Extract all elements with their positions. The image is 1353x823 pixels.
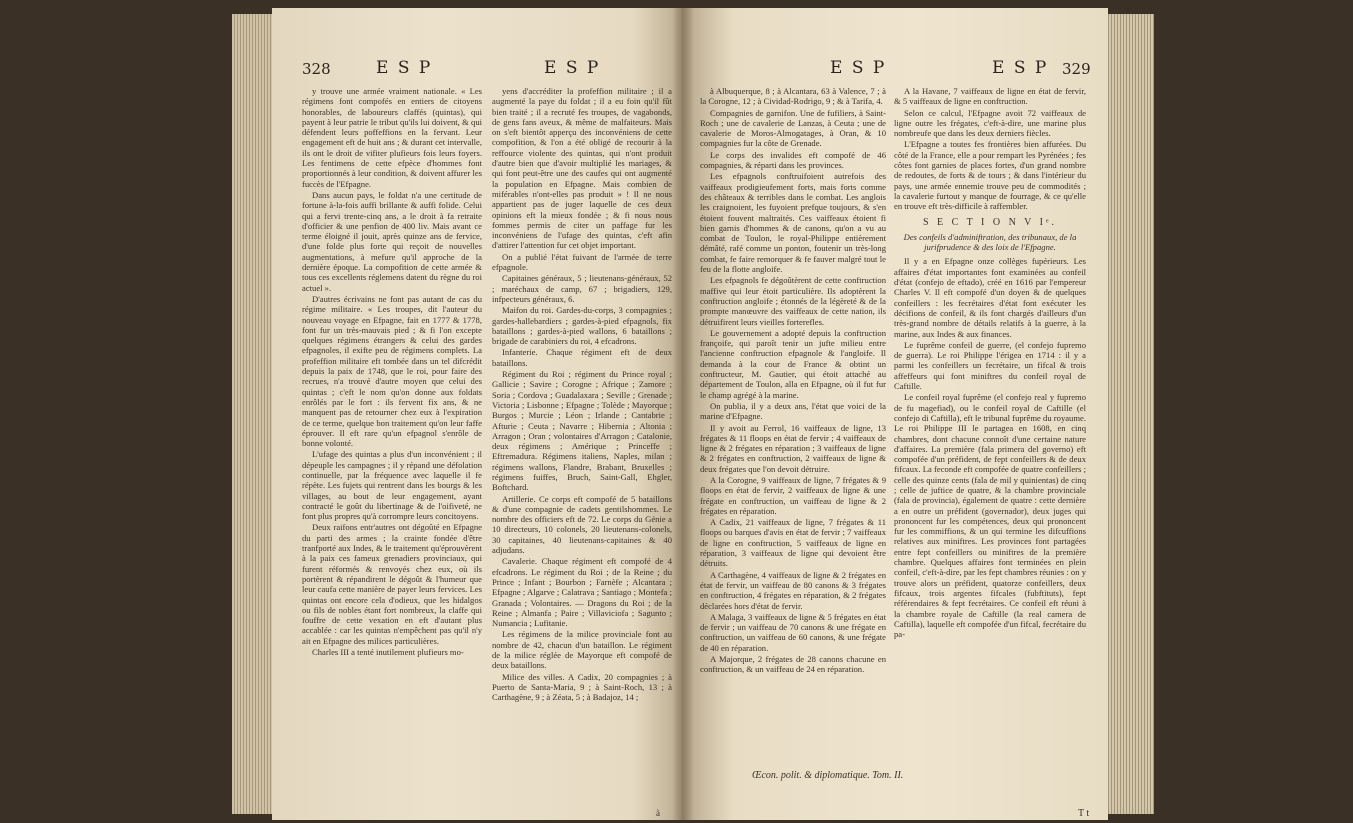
paragraph: A Majorque, 2 frégates de 28 canons chacune en conftruction, & un vaiffeau de 24 en réparation. (700, 654, 886, 675)
paragraph: A la Havane, 7 vaiffeaux de ligne en état de fervir, & 5 vaiffeaux de ligne en conftruction. (894, 86, 1086, 107)
paragraph: à Albuquerque, 8 ; à Alcantara, 63 à Valence, 7 ; à la Corogne, 12 ; à Cividad-Rodrigo, 9 ; & à Tarifa, 4. (700, 86, 886, 107)
paragraph: Le fuprême confeil de guerre, (el confejo fupremo de guerra). Le roi Philippe l'érigea en 1714 : il y a parmi les confeillers un fecrétaire, un fifcal & trois affeffeurs qui font miniftres du confeil royal de Caftille. (894, 339, 1086, 392)
paragraph: L'ufage des quintas a plus d'un inconvénient ; il dépeuple les campagnes ; il y répand une défolation continuelle, par la fréquence avec laquelle il fe répète. Les fujets qui rentrent dans les bourgs & les villages, au bout de leur engagement, ayant contracté le goût du libertinage & de l'oifiveté, ne font plus propres qu'à corrompre leurs concitoyens. (302, 449, 482, 522)
paragraph: A Cadix, 21 vaiffeaux de ligne, 7 frégates & 11 floops ou barques d'avis en état de fervir ; 7 vaiffeaux de ligne en conftruction, 5 vaiffeaux de ligne en réparation, 3 vaiffeaux de ligne qui devoient être détruits. (700, 517, 886, 569)
paragraph: Artillerie. Ce corps eft compofé de 5 bataillons & d'une compagnie de cadets gentilshommes. Le nombre des officiers eft de 72. Le corps du Génie a 10 directeurs, 10 colonels, 20 lieutenans-colonels, 30 capitaines, 40 lieutenans-capitaines & 40 adjudans. (492, 493, 672, 556)
paragraph: A Malaga, 3 vaiffeaux de ligne & 5 frégates en état de fervir ; un vaiffeau de 70 canons & une frégate en conftruction, un vaiffeau de 60 canons, & une frégate de 40 en réparation. (700, 611, 886, 653)
paragraph: L'Efpagne a toutes fes frontières bien affurées. Du côté de la France, elle a pour rempart les Pyrénées ; fes côtes font garnies de places fortes, d'un grand nombre de redoutes, de forts & de tours ; & dans l'intérieur du pays, une armée ennemie trouve peu de commodités ; la cavalerie furtout y manque de fourrage, & ce qu'elle en trouve eft très-difficile à raffembler. (894, 139, 1086, 212)
paragraph: D'autres écrivains ne font pas autant de cas du régime militaire. « Les troupes, dit l'auteur du nouveau voyage en Efpagne, fait en 1777 & 1778, font fur un très-mauvais pied ; & fi l'on excepte quelques régimens étrangers & celui des gardes efpagnoles, il exifte peu de régimens complets. La profeffion militaire eft tombée dans un tel difcrédit depuis la paix de 1748, que le roi, pour faire des recrues, n'a trouvé d'autre moyen que celui des quintas ; c'eft le nom qu'on donne aux foldats enrôlés par le fort : ils fervent fix ans, & ne manquent pas de retourner chez eux à l'expiration de ce terme, quelque bon traitement qu'on leur faffe éprouver. Il eft rare qu'un efpagnol s'enrôle de bonne volonté. (302, 293, 482, 449)
footer-title: Œcon. polit. & diplomatique. Tom. II. (752, 770, 904, 781)
paragraph: Charles III a tenté inutilement plufieurs mo- (312, 647, 464, 658)
paragraph: Maifon du roi. Gardes-du-corps, 3 compagnies ; gardes-hallebardiers ; gardes-à-pied efpagnols, fix bataillons ; gardes-à-pied wallons, 6 bataillons ; brigade de carabiniers du roi, 4 efcadrons. (492, 305, 672, 347)
left-catchword: à (656, 808, 660, 818)
right-page-number: 329 (1062, 60, 1091, 78)
paragraph: y trouve une armée vraiment nationale. « Les régimens font compofés en entiers de citoyens honorables, de laboureurs claffés (quintas), qui payent à leur patrie le tribut qu'ils lui doivent, & qui défendent leurs poffeffions en la fervant. Leur engagement eft de huit ans ; & durant cet intervalle, ils ont le droit de vifiter plufieurs fois leurs foyers. Les fentimens de cette efpèce d'hommes font proportionnés à leur condition, & doivent affurer les fuccès de l'Efpagne. (302, 86, 482, 189)
paragraph: Infanterie. Chaque régiment eft de deux bataillons. (492, 347, 672, 368)
signature-mark: T t (1078, 808, 1090, 819)
right-header-left: E S P (830, 58, 887, 78)
section-heading: S E C T I O N V Iᵉ. (922, 216, 1058, 228)
paragraph: A Carthagène, 4 vaiffeaux de ligne & 2 frégates en état de fervir, un vaiffeau de 80 canons & 3 frégates en conftruction, 4 frégates en réparation, & 2 frégates déclarées hors d'état de fervir. (700, 569, 886, 611)
paragraph: Deux raifons entr'autres ont dégoûté en Efpagne du parti des armes ; la crainte fondée d'être tranfporté aux Indes, & le traitement qu'éprouvèrent à la paix ces fameux grenadiers provinciaux, qui furent réformés & renvoyés chez eux, où ils portèrent & répandirent le dégoût & l'humeur que leur caufa cette manière de payer leurs fervices. Les quintas ont encore cela d'odieux, que les hidalgos ou fils de nobles étant fort nombreux, la claffe qui fouffre de cette vexation en eft d'autant plus accablée : car les quintas n'empêchent pas qu'il n'y ait en Efpagne des milices particulières. (302, 522, 482, 646)
left-page-number: 328 (302, 60, 331, 78)
paragraph: Selon ce calcul, l'Efpagne avoit 72 vaiffeaux de ligne outre les frégates, c'eft-à-dire, une marine plus nombreufe que dans les deux derniers fiècles. (894, 107, 1086, 139)
gutter-shadow (672, 8, 694, 820)
right-column-1 (700, 86, 886, 806)
paragraph: Il y a en Efpagne onze collèges fupérieurs. Les affaires d'état importantes font examinées au confeil d'état (confejo de eftado), créé en 1616 par l'empereur Charles V. Il eft compofé d'un doyen & de quelques confeillers : les fecrétaires d'état font exécuter les décifions de confeil, & ils font chargés d'ailleurs d'un très-grand nombre de détails relatifs à la guerre, à la marine, aux Indes & aux finances. (894, 256, 1086, 339)
paragraph: yens d'accréditer la profeffion militaire ; il a augmenté la paye du foldat ; il a eu foin qu'il fût bien traité ; il a recruté fes troupes, de vagabonds, de gens fans aveux, & même de malfaiteurs. Mais on s'eft bientôt apperçu des inconvéniens de cette compofition, & l'on a été obligé de recourir à la reffource violente des quintas, qui n'ont produit d'autre bien que d'avoir multiplié les mariages, & qui font peut-être une des caufes qui ont augmenté la population en Efpagne. Mais combien de miférables n'ont-elles pas produit » ! Il ne nous appartient pas de juger laquelle de ces deux opinions eft la mieux fondée ; & fi nous nous fommes permis de citer un paffage fur les inconvéniens de l'ufage des quintas, c'eft afin d'attirer l'attention fur cet objet important. (492, 86, 672, 251)
paragraph: Les efpagnols conftruifoient autrefois des vaiffeaux prodigieufement forts, mais forts comme des châteaux & terribles dans le combat. Les anglois les craignoient, les fuyoient prefque toujours, & s'en étoient fouvent maltraités. Ces vaiffeaux étoient fi bien garnis d'hommes & de canons, qu'on a vu au combat de Toulon, le royal-Philippe entièrement démâté, rafé comme un ponton, foutenir un très-long combat, fe faire remorquer & fe fauver malgré tout le feu de la flotte angloife. (700, 171, 886, 275)
paragraph: Les régimens de la milice provinciale font au nombre de 42, chacun d'un bataillon. Le régiment de la milice réglée de Mayorque eft compofé de deux bataillons. (492, 629, 672, 671)
paragraph: Capitaines généraux, 5 ; lieutenans-généraux, 52 ; maréchaux de camp, 67 ; brigadiers, 129, infpecteurs généraux, 6. (492, 273, 672, 304)
paragraph: On publia, il y a deux ans, l'état que voici de la marine d'Efpagne. (700, 400, 886, 422)
paragraph: Il y avoit au Ferrol, 16 vaiffeaux de ligne, 13 frégates & 11 floops en état de fervir ; 4 vaiffeaux de ligne & 2 frégates en réparation ; 3 vaiffeaux de ligne & 2 frégates en conftruction, 2 vaiffeaux de ligne & deux frégates que l'on devoit détruire. (700, 422, 886, 474)
paragraph: A la Corogne, 9 vaiffeaux de ligne, 7 frégates & 9 floops en état de fervir, 2 vaiffeaux de ligne & une frégate en conftruction, un vaiffeau de ligne & 2 frégates en réparation. (700, 474, 886, 516)
paragraph: On a publié l'état fuivant de l'armée de terre efpagnole. (492, 251, 672, 273)
left-header-left: E S P (376, 58, 433, 78)
paragraph: Le corps des invalides eft compofé de 46 compagnies, & réparti dans les provinces. (700, 149, 886, 171)
paragraph: Compagnies de garnifon. Une de fufiliers, à Saint-Roch ; une de cavalerie de Lanzas, à Ceuta ; une de cavalerie de Moros-Almogatages, à Oran, & 10 compagnies fur la côte de Grenade. (700, 107, 886, 149)
paragraph: Régiment du Roi ; régiment du Prince royal ; Gallicie ; Savire ; Corogne ; Afrique ; Zamore ; Soria ; Cordova ; Guadalaxara ; Seville ; Grenade ; Victoria ; Lisbonne ; Efpagne ; Tolède ; Mayorque ; Burgos ; Murcie ; Léon ; Irlande ; Cantabrie ; Afturie ; Ceuta ; Navarre ; Hibernia ; Altonia ; Arragon ; Oran ; volontaires d'Arragon ; Catalonie, deux régimens ; Amérique ; Princeffe ; Eftremadura. Régimens italiens, Naples, milan ; régimens wallons, Flandre, Brabant, Bruxelles ; régimens fuiffes, Bruch, Saint-Gall, Ehgler, Boftchard. (492, 369, 672, 493)
left-column-1 (302, 86, 482, 806)
left-page (272, 8, 682, 820)
right-page-edges (1108, 14, 1154, 814)
paragraph: Les efpagnols fe dégoûtèrent de cette conftruction maffive qui leur étoit particulière. Ils adoptèrent la conftruction angloife ; étonnés de la légèreté & de la prompte manœuvre des vaiffeaux de cette nation, ils détruifirent leurs vieilles forterefles. (700, 275, 886, 327)
paragraph: Dans aucun pays, le foldat n'a une certitude de fortune à-la-fois auffi brillante & auffi folide. Celui qui a fervi trente-cinq ans, a le droit à fa retraite d'officier & une penfion de 400 liv. Mais avant ce terme éloigné il jouit, après quinze ans de fervice, d'une folde plus forte qui reçoit de nouvelles augmentations, à mefure qu'il approche de la dernière époque. La compofition de cette armée & tous ces excellents réglemens datent du règne du roi actuel ». (302, 189, 482, 293)
left-column-2 (492, 86, 672, 806)
paragraph: Le gouvernement a adopté depuis la conftruction françoife, qui paroît tenir un jufte milieu entre l'ancienne conftruction efpagnole & l'angloife. Il demanda à la cour de France & obtint un conftructeur, M. Gautier, qui étoit attaché au département de Toulon, alla en Efpagne, où il fut fur le champ agrégé à la marine. (700, 327, 886, 400)
left-page-edges (232, 14, 272, 814)
right-column-2 (894, 86, 1086, 806)
paragraph: Le confeil royal fuprême (el confejo real y fupremo de fu magefiad), ou le confeil royal de Caftille (el confejo di Caftilla), eft le tribunal fuprême du royaume. Le roi Philippe III le partagea en 1608, en cinq chambres, dont chacune connoît d'une certaine nature d'affaires. La première (fala primera del governo) eft compofée d'un préfident, de fept confeillers & de deux fifcaux. La feconde eft compofée de quatre confeillers ; celle des quinze cents (fala de mil y quinientas) de cinq ; celle de juftice de quatre, & la chambre provinciale (fala de provincia), également de quatre : cette dernière a en outre un préfident (governador), deux juges qui prononcent fur les compétences, deux qui prononcent fur les commiffions, & un qui termine les difcuffions relatives aux miniftres. Les provinces font partagées entre fept confeillers ou miniftres de la première chambre. Quelques affaires font terminées en plein confeil, c'eft-à-dire, par les fept chambres réunies : on y trouve alors un préfident, quatorze confeillers, deux fifcaux, trois argentes fifcales (fubftituts), fept référendaires & fept fecrétaires. Ce confeil eft réuni à la chambre royale de Caftille (la real camera de Caftilla), laquelle eft compofée d'un fifcal, fecrétaire du pa- (894, 392, 1086, 640)
paragraph: Cavalerie. Chaque régiment eft compofé de 4 efcadrons. Le régiment du Roi ; de la Reine ; du Prince ; Infant ; Bourbon ; Farnèfe ; Alcantara ; Efpagne ; Algarve ; Calatrava ; Santiago ; Montefa ; Granada ; Volontaires. — Dragons du Roi ; de la Reine ; Almanfa ; Paire ; Villaviciofa ; Sagunto ; Numancia ; Lufitanie. (492, 556, 672, 629)
section-subtitle: Des confeils d'adminiftration, des tribunaux, de la jurifprudence & des loix de l'Efpagne. (903, 231, 1077, 253)
paragraph: Milice des villes. A Cadix, 20 compagnies ; à Puerto de Santa-Maria, 9 ; à Saint-Roch, 13 ; à Carthagène, 9 ; à Zéata, 5 ; à Badajoz, 14 ; (492, 671, 672, 703)
right-header-right: E S P (992, 58, 1049, 78)
right-page (682, 8, 1108, 820)
left-header-right: E S P (544, 58, 601, 78)
